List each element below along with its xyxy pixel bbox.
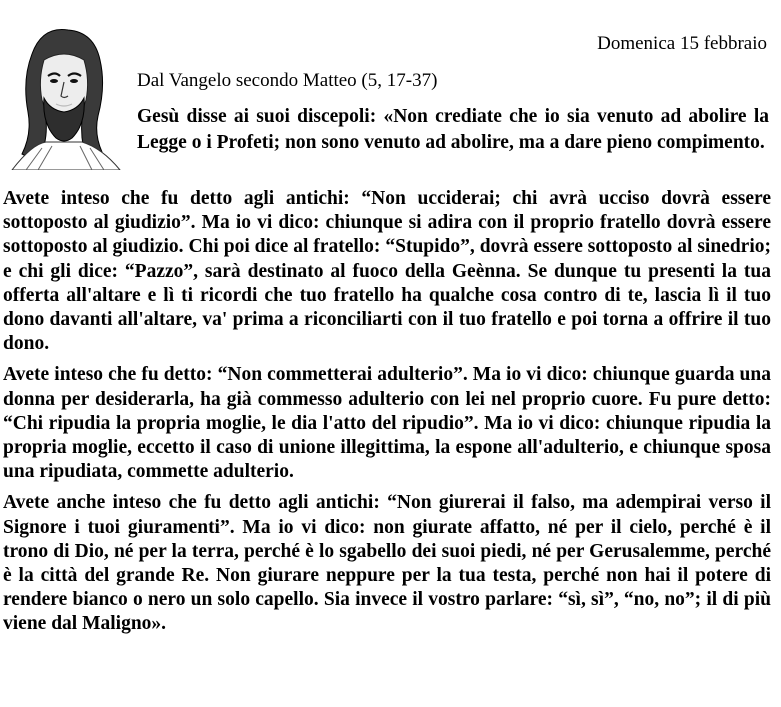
- jesus-portrait-icon: [2, 24, 126, 170]
- intro-paragraph: Gesù disse ai suoi discepoli: «Non crediate che io sia venuto ad abolire la Legge o i Profeti; non sono venuto ad abolire, ma a dare pieno compimento.: [137, 106, 769, 153]
- paragraph: Avete anche inteso che fu detto agli antichi: “Non giurerai il falso, ma adempirai verso il Signore i tuoi giuramenti”. Ma io vi dico: non giurate affatto, né per il cielo, perché è il trono di Dio, né per la terra, perché è lo sgabello dei suoi piedi, né per Gerusalemme, perché è la città del grande Re. Non giurare neppure per la tua testa, perché non hai il potere di rendere bianco o nero un solo capello. Sia invece il vostro parlare: “sì, sì”, “no, no”; il di più viene dal Maligno».: [3, 492, 771, 635]
- gospel-body: [3, 187, 771, 644]
- date-heading: Domenica 15 febbraio: [597, 33, 767, 54]
- paragraph: Avete inteso che fu detto agli antichi: “Non ucciderai; chi avrà ucciso dovrà essere sottoposto al giudizio”. Ma io vi dico: chiunque si adira con il proprio fratello dovrà essere sottoposto al giudizio. Chi poi dice al fratello: “Stupido”, dovrà essere sottoposto al sinedrio; e chi gli dice: “Pazzo”, sarà destinato al fuoco della Geènna. Se dunque tu presenti la tua offerta all'altare e lì ti ricordi che tuo fratello ha qualche cosa contro di te, lascia lì il tuo dono davanti all'altare, va' prima a riconciliarti con il tuo fratello e poi torna a offrire il tuo dono.: [3, 188, 771, 355]
- gospel-source: Dal Vangelo secondo Matteo (5, 17-37): [137, 70, 438, 91]
- paragraph: Avete inteso che fu detto: “Non commetterai adulterio”. Ma io vi dico: chiunque guarda una donna per desiderarla, ha già commesso adulterio con lei nel proprio cuore. Fu pure detto: “Chi ripudia la propria moglie, le dia l'atto del ripudio”. Ma io vi dico: chiunque ripudia la propria moglie, eccetto il caso di unione illegittima, la espone all'adulterio, e chiunque sposa una ripudiata, commette adulterio.: [3, 364, 771, 483]
